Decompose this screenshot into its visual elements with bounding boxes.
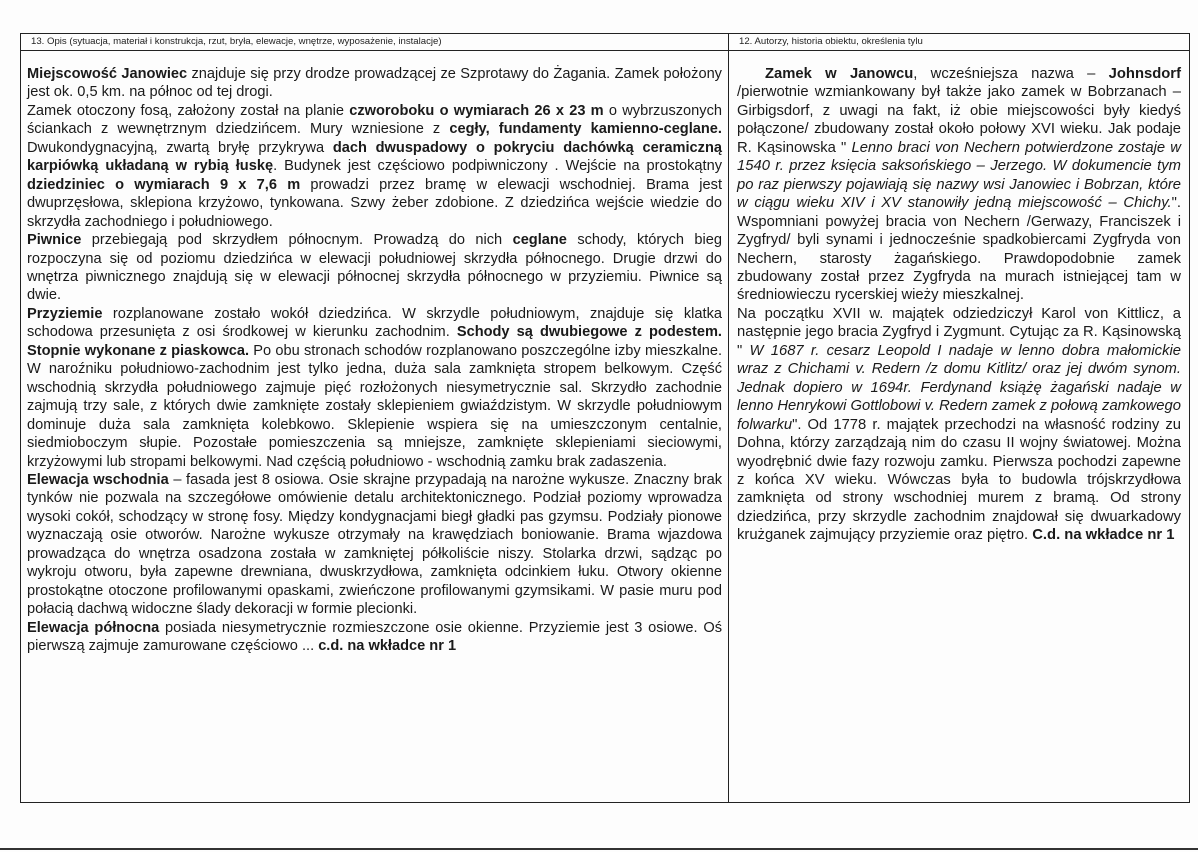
- text: Na początku XVII w. majątek odziedziczył Karol von Kittlicz, a następnie jego bracia Zygfryd i Zygmunt. Cytując za R. Kąsinowską ": [737, 305, 1181, 359]
- text: /pierwotnie wzmiankowany był także jako zamek w Bobrzanach – Girbigsdorf, z uwagi na fakt, iż obie miejscowości były kiedyś połączone/ zbudowany został około połowy XVI wieku. Jak podaje R. Kąsinowska ": [737, 84, 1181, 156]
- bold-text: Johnsdorf: [1108, 66, 1181, 82]
- paragraph-ground-floor: [27, 305, 722, 471]
- description-header: 13. Opis (sytuacja, materiał i konstrukcja, rzut, bryła, elewacje, wnętrze, wyposażenie, instalacje): [21, 34, 728, 51]
- bold-text: Miejscowość Janowiec: [27, 66, 188, 82]
- paragraph-location: [27, 65, 722, 102]
- bold-text: czworoboku o wymiarach 26 x 23 m: [349, 102, 604, 119]
- text: znajduje się przy drodze prowadzącej ze Szprotawy do Żagania. Zamek położony jest ok. 0,5 km. na północ od tej drogi.: [27, 66, 722, 101]
- bold-text: Przyziemie: [27, 305, 103, 322]
- text: przebiegają pod skrzydłem północnym. Prowadzą do nich: [81, 232, 513, 249]
- bold-text: cegły, fundamenty kamienno-ceglane.: [449, 121, 722, 138]
- description-text: [27, 65, 722, 656]
- history-column: [729, 34, 1189, 802]
- paragraph-basements: [27, 231, 722, 305]
- description-column: [21, 34, 729, 802]
- bold-text: ceglane: [512, 232, 567, 249]
- text: Zamek otoczony fosą, założony został na planie: [27, 102, 350, 119]
- text: – fasada jest 8 osiowa. Osie skrajne przypadają na narożne wykusze. Znaczny brak tynków nie pozwala na szczegółowe omówienie detalu architektonicznego. Podział poziomy wprowadza wysoki cokół, schodzący w stronę fosy. Między kondygnacjami biegł gładki pas gzymsu. Podziały pionowe wyznaczają osie otworów. Narożne wykusze otrzymały na krawędziach boniowanie. Brama wjazdowa prowadząca do wnętrza osadzona została w zamkniętej półkoliście niszy. Stolarka drzwi, sądząc po wykroju otworu, była zapewne drewniana, dwuskrzydłowa, zamknięta odcinkiem łuku. Otwory okienne prostokątne otoczone profilowanymi opaskami, zwieńczone profilowanymi gzymsikami. W pasie muru pod połacią dachwą widoczne ślady dekoracji w formie plecionki.: [27, 471, 722, 618]
- form-table: [20, 33, 1190, 803]
- continued-note: c.d. na wkładce nr 1: [318, 638, 457, 655]
- bold-text: Zamek w Janowcu: [765, 66, 914, 82]
- bold-text: dach dwuspadowy o pokryciu dachówką ceramiczną karpiówką układaną w rybią łuskę: [27, 139, 723, 175]
- continued-note: C.d. na wkładce nr 1: [1032, 527, 1175, 544]
- bold-text: Schody są dwubiegowe z podestem. Stopnie wykonane z piaskowca.: [27, 324, 722, 359]
- history-text: [737, 65, 1181, 545]
- text: . Budynek jest częściowo podpiwniczony . Wejście na prostokątny: [273, 158, 722, 175]
- text: schody, których bieg rozpoczyna się od poziomu dziedzińca w elewacji południowej skrzydła północnego. Drugie drzwi do wnętrza piwnicznego znajdują się w elewacji północnej skrzydła północnego w przyziemiu. Piwnice są dwie.: [27, 232, 722, 304]
- text: posiada niesymetrycznie rozmieszczone osie okienne. Przyziemie jest 3 osiowe. Oś pierwszą zajmuje zamurowane częściowo ...: [27, 619, 722, 655]
- text: ". Od 1778 r. majątek przechodzi na własność rodziny zu Dohna, którzy zarządzają nim do czasu II wojny światowej. Można wyodrębnić dwie fazy rozwoju zamku. Pierwsza pochodzi zapewne z końca XV wieku. Wówczas była to budowla trójskrzydłowa zamknięta od strony wschodniej murem z bramą. Od strony dziedzińca, przy skrzydle zachodnim znajdował się dwuarkadowy krużganek zajmujący przyziemie oraz piętro.: [737, 416, 1181, 544]
- scan-edge-line: [0, 848, 1198, 850]
- bold-text: Elewacja północna: [27, 619, 160, 636]
- paragraph-north-elevation: [27, 619, 722, 656]
- bold-text: Piwnice: [27, 232, 82, 249]
- paragraph-origins: [737, 65, 1181, 305]
- bold-text: Elewacja wschodnia: [27, 471, 169, 488]
- text: prowadzi przez bramę w elewacji wschodniej. Brama jest dwuprzęsłowa, sklepiona krzyżowo, tynkowana. Szwy żeber zdobione. Z dziedzińca wejście wiedzie do skrzydła zachodniego i południowego.: [27, 176, 723, 230]
- text: Po obu stronach schodów rozplanowano poszczególne izby mieszkalne. W naroźniku południowo-zachodnim jest tylko jedna, duża sala zamknięta stropem belkowym. Część wschodnią skrzydła południowego zajmuje pięć rozłożonych niesymetrycznie sal. Skrzydło zachodnie zajmują trzy sale, z których dwie zamknięte zostały sklepieniem gwiaździstym. W skrzydle południowym dominuje duża sala zamknięta kolebkowo. Sklepienie wspiera się na umieszczonym centalnie, siedmioboczym słupie. Pozostałe pomieszczenia są mniejsze, zamknięte sklepieniami sieciowymi, krzyżowymi lub stropami belkowymi. Nad częścią południowo - wschodnią zamku brak zadaszenia.: [27, 342, 723, 470]
- paragraph-plan: [27, 102, 722, 231]
- quote-text: W 1687 r. cesarz Leopold I nadaje w lenno dobra małomickie wraz z Chichami v. Redern /z domu Kitlitz/ oraz jej dwóm synom. Jednak dopiero w 1694r. Ferdynand książę żagański nadaje w lenno Henrykowi Gottlobowi v. Redern zamek z połową zamkowego folwarku: [737, 342, 1181, 433]
- text: , wcześniejsza nazwa –: [913, 66, 1109, 82]
- paragraph-east-elevation: [27, 471, 722, 619]
- text: o wybrzuszonych ściankach z wewnętrznym dziedzińcem. Mury wzniesione z: [27, 102, 723, 138]
- text: ". Wspomniani powyżej bracia von Nechern /Gerwazy, Franciszek i Zygfryd/ byli synami i jednocześnie spadkobiercami Zygfryda von Nechern, starosty żagańskiego. Prawdopodobnie zamek zbudowany został przez Zygfryda na murach istniejącej tam w średniowieczu rycerskiej wieży mieszkalnej.: [737, 195, 1181, 304]
- quote-text: Lenno braci von Nechern potwierdzone zostaje w 1540 r. przez księcia saksońskiego – Jerzego. W dokumencie tym po raz pierwszy pojawiają się nazwy wsi Janowiec i Bobrzan, które w ciągu wieku XIV i XV stanowiły jedną miejscowość – Chichy.: [737, 139, 1181, 212]
- text: Dwukondygnacyjną, zwartą bryłę przykrywa: [27, 139, 333, 156]
- text: rozplanowane zostało wokół dziedzińca. W skrzydle południowym, znajduje się klatka schodowa przesunięta z osi środkowej w kierunku zachodnim.: [27, 305, 722, 341]
- bold-text: dziedziniec o wymiarach 9 x 7,6 m: [27, 176, 301, 193]
- paragraph-later-history: [737, 305, 1181, 545]
- history-header: 12. Autorzy, historia obiektu, określenia tylu: [729, 34, 1189, 51]
